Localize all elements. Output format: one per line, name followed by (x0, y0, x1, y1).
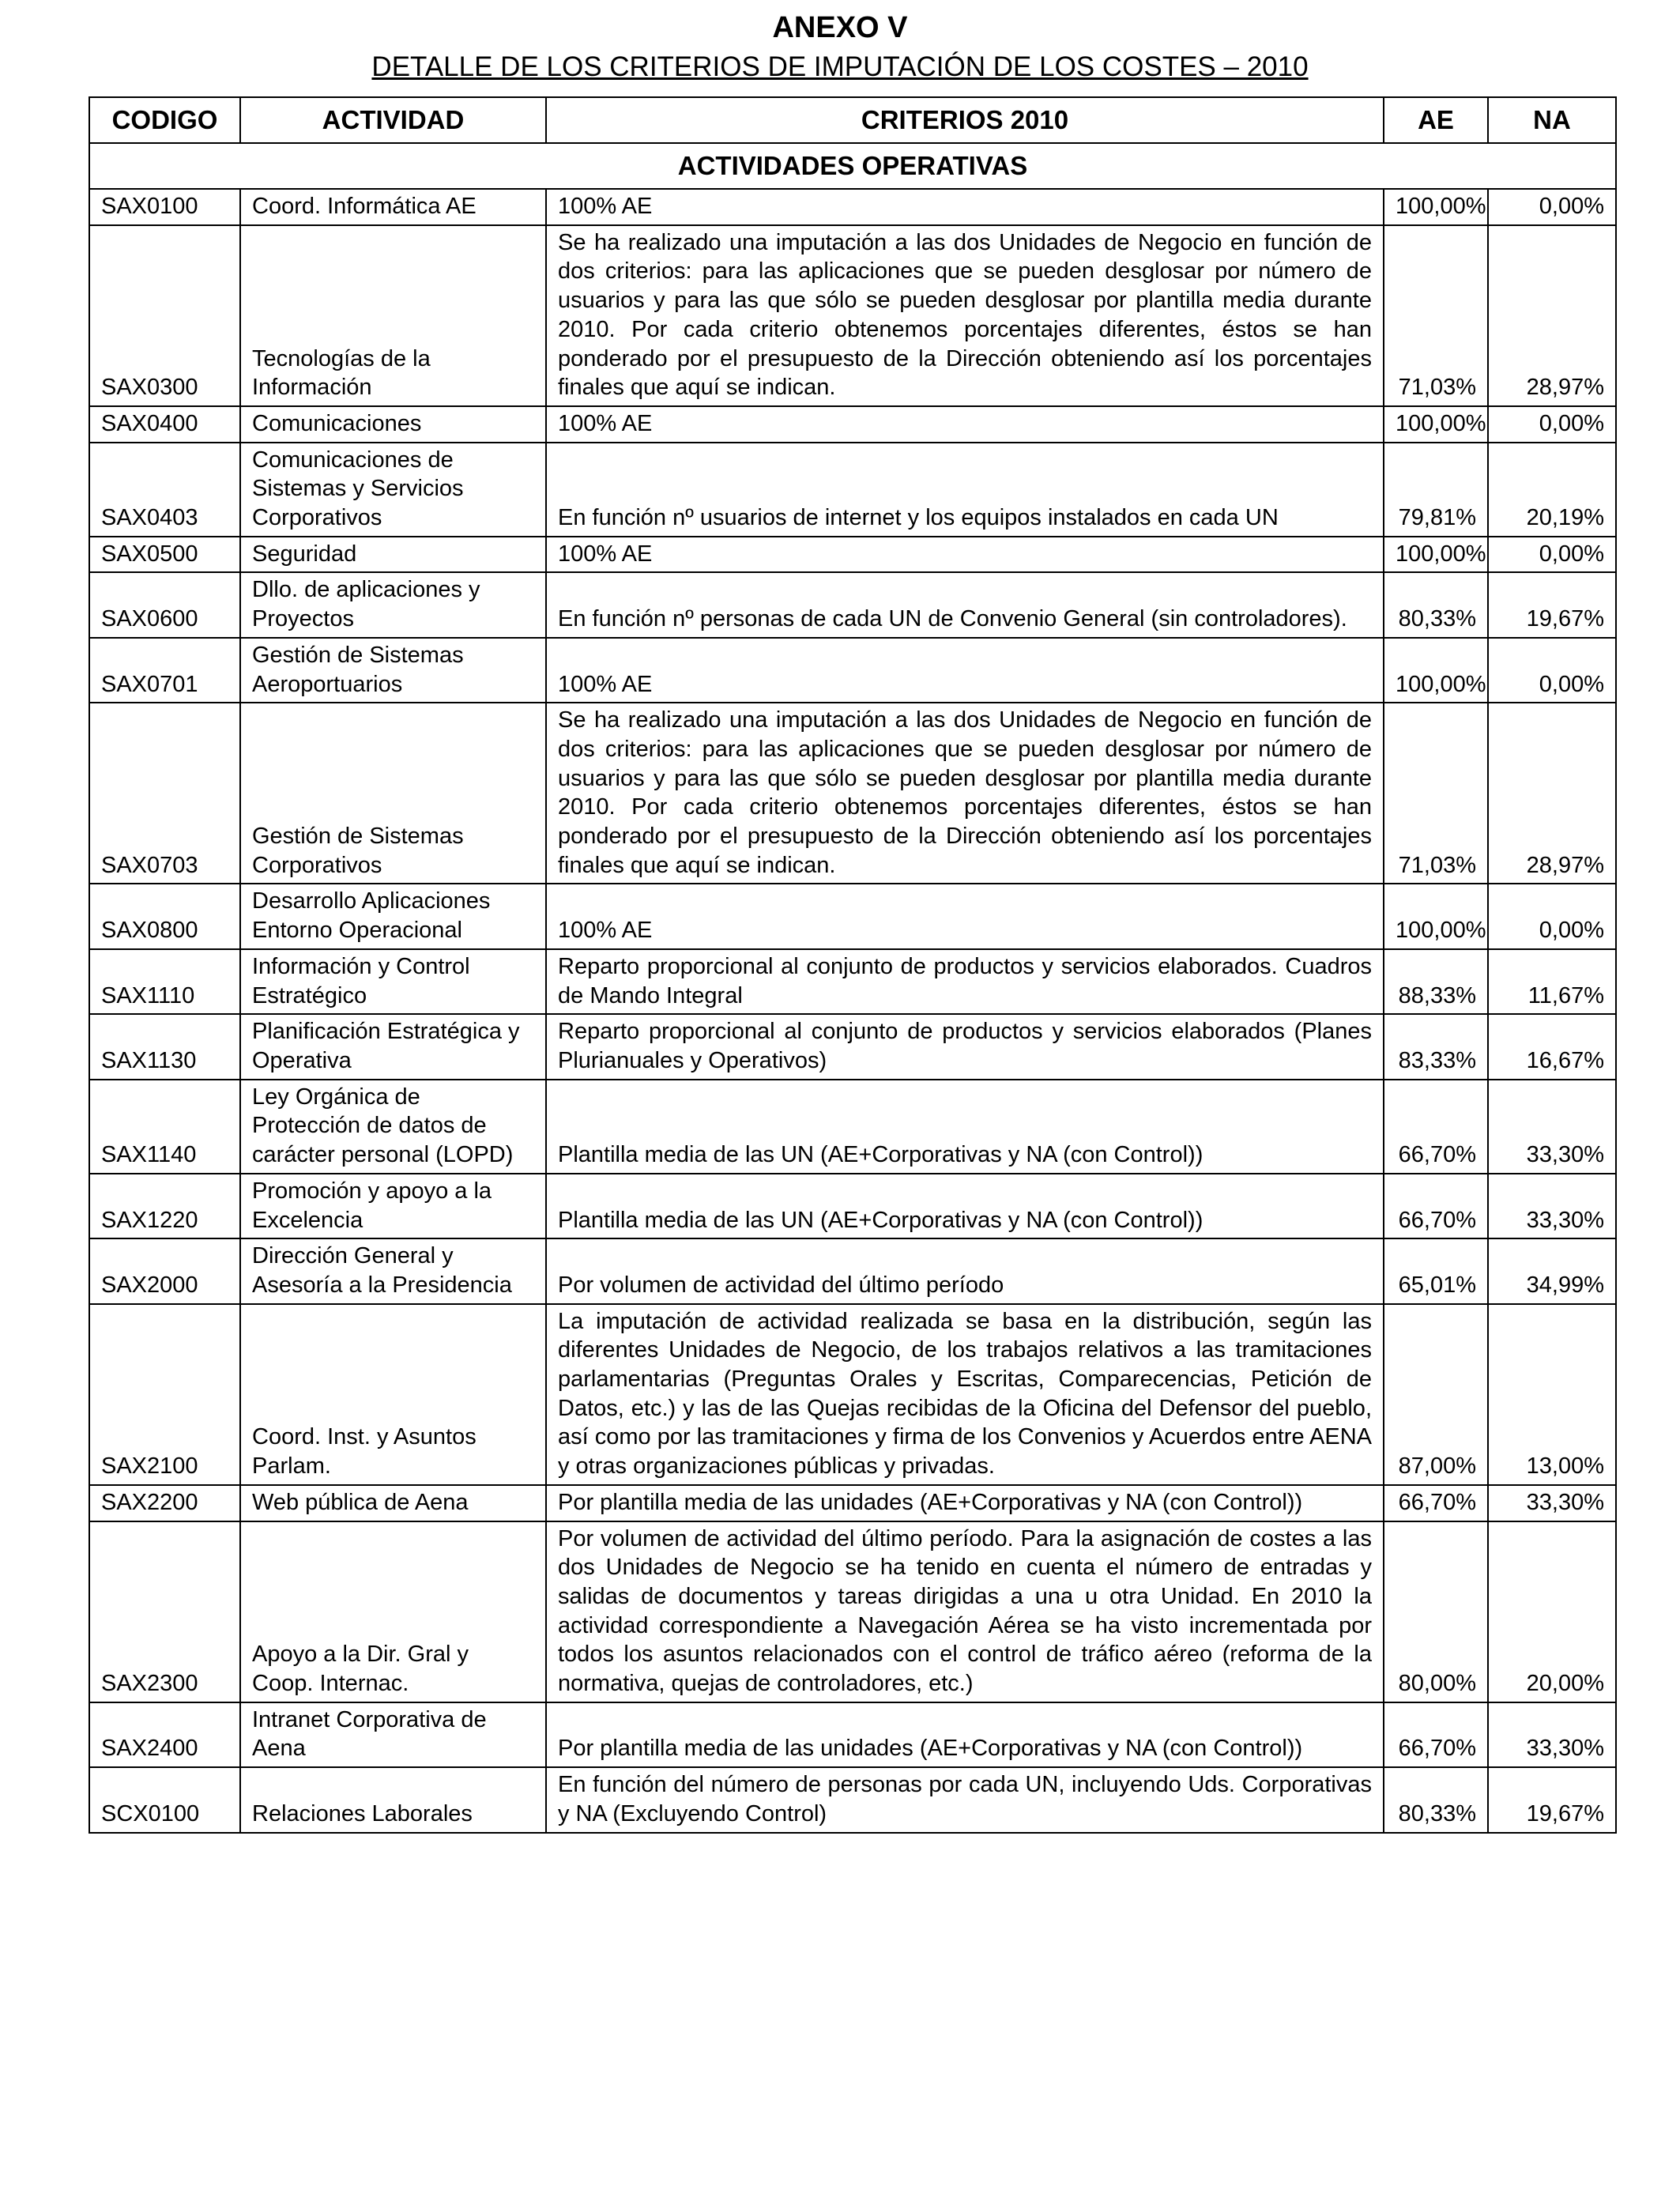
table-row (89, 1485, 1616, 1521)
cell-criteria: Por volumen de actividad del último período (546, 1238, 1384, 1303)
cell-criteria: Se ha realizado una imputación a las dos Unidades de Negocio en función de dos criterios: para las aplicaciones que se pueden desglosar por número de usuarios y para las que sólo se pueden desglosar por plantilla media durante 2010. Por cada criterio obtenemos porcentajes diferentes, éstos se han ponderado por el presupuesto de la Dirección obteniendo así los porcentajes finales que aquí se indican. (546, 225, 1384, 406)
cell-activity: Coord. Informática AE (240, 189, 546, 225)
cell-code: SAX0300 (89, 225, 240, 406)
cell-code: SAX0403 (89, 443, 240, 537)
section-row (89, 143, 1616, 189)
cell-na: 0,00% (1488, 638, 1616, 703)
cell-code: SAX2400 (89, 1702, 240, 1767)
cell-na: 20,00% (1488, 1521, 1616, 1702)
column-header-code: CODIGO (89, 97, 240, 143)
cell-code: SAX0703 (89, 703, 240, 884)
table-row (89, 949, 1616, 1014)
cell-ae: 66,70% (1384, 1702, 1488, 1767)
table-row (89, 884, 1616, 948)
cell-criteria: Plantilla media de las UN (AE+Corporativas y NA (con Control)) (546, 1080, 1384, 1174)
cell-code: SAX0400 (89, 406, 240, 443)
cell-code: SAX2300 (89, 1521, 240, 1702)
cell-activity: Gestión de Sistemas Aeroportuarios (240, 638, 546, 703)
table-row (89, 537, 1616, 573)
cell-ae: 66,70% (1384, 1174, 1488, 1238)
cell-activity: Planificación Estratégica y Operativa (240, 1014, 546, 1079)
table-row (89, 1014, 1616, 1079)
cell-na: 0,00% (1488, 884, 1616, 948)
cell-code: SAX0500 (89, 537, 240, 573)
cell-criteria: 100% AE (546, 537, 1384, 573)
cell-na: 0,00% (1488, 189, 1616, 225)
cell-na: 0,00% (1488, 406, 1616, 443)
cell-activity: Comunicaciones de Sistemas y Servicios Corporativos (240, 443, 546, 537)
page-title: ANEXO V (772, 11, 908, 44)
column-header-ae: AE (1384, 97, 1488, 143)
cell-na: 28,97% (1488, 703, 1616, 884)
cell-code: SAX2100 (89, 1304, 240, 1485)
cell-criteria: 100% AE (546, 189, 1384, 225)
table-row (89, 1238, 1616, 1303)
cell-ae: 83,33% (1384, 1014, 1488, 1079)
cell-code: SAX1220 (89, 1174, 240, 1238)
cell-ae: 66,70% (1384, 1080, 1488, 1174)
table-row (89, 572, 1616, 637)
cell-ae: 71,03% (1384, 225, 1488, 406)
cell-na: 33,30% (1488, 1485, 1616, 1521)
cell-activity: Comunicaciones (240, 406, 546, 443)
table-row (89, 1080, 1616, 1174)
cell-code: SAX1110 (89, 949, 240, 1014)
cell-activity: Ley Orgánica de Protección de datos de carácter personal (LOPD) (240, 1080, 546, 1174)
cell-activity: Coord. Inst. y Asuntos Parlam. (240, 1304, 546, 1485)
table-row (89, 1521, 1616, 1702)
cell-criteria: Reparto proporcional al conjunto de productos y servicios elaborados (Planes Plurianuales y Operativos) (546, 1014, 1384, 1079)
cell-criteria: Por plantilla media de las unidades (AE+Corporativas y NA (con Control)) (546, 1485, 1384, 1521)
cell-na: 13,00% (1488, 1304, 1616, 1485)
cell-activity: Apoyo a la Dir. Gral y Coop. Internac. (240, 1521, 546, 1702)
cell-na: 28,97% (1488, 225, 1616, 406)
cell-code: SAX0100 (89, 189, 240, 225)
cell-ae: 88,33% (1384, 949, 1488, 1014)
cell-na: 19,67% (1488, 572, 1616, 637)
page-subtitle: DETALLE DE LOS CRITERIOS DE IMPUTACIÓN DE LOS COSTES – 2010 (371, 51, 1309, 82)
table-row (89, 1304, 1616, 1485)
cell-na: 0,00% (1488, 537, 1616, 573)
cell-ae: 80,33% (1384, 572, 1488, 637)
cell-code: SAX0800 (89, 884, 240, 948)
cell-ae: 100,00% (1384, 537, 1488, 573)
cell-code: SAX2200 (89, 1485, 240, 1521)
cell-criteria: En función del número de personas por cada UN, incluyendo Uds. Corporativas y NA (Excluyendo Control) (546, 1767, 1384, 1832)
cell-code: SAX0701 (89, 638, 240, 703)
cell-activity: Promoción y apoyo a la Excelencia (240, 1174, 546, 1238)
cell-criteria: 100% AE (546, 884, 1384, 948)
cell-criteria: 100% AE (546, 406, 1384, 443)
cell-ae: 80,33% (1384, 1767, 1488, 1832)
cell-ae: 71,03% (1384, 703, 1488, 884)
cell-activity: Seguridad (240, 537, 546, 573)
table-row (89, 225, 1616, 406)
cell-criteria: La imputación de actividad realizada se basa en la distribución, según las diferentes Unidades de Negocio, de los trabajos relativos a las tramitaciones parlamentarias (Preguntas Orales y Escritas, Comparecencias, Petición de Datos, etc.) y las de las Quejas recibidas de la Oficina del Defensor del pueblo, así como por las tramitaciones y firma de los Convenios y Acuerdos entre AENA y otras organizaciones públicas y privadas. (546, 1304, 1384, 1485)
cell-criteria: Se ha realizado una imputación a las dos Unidades de Negocio en función de dos criterios: para las aplicaciones que se pueden desglosar por número de usuarios y para las que sólo se pueden desglosar por plantilla media durante 2010. Por cada criterio obtenemos porcentajes diferentes, éstos se han ponderado por el presupuesto de la Dirección obteniendo así los porcentajes finales que aquí se indican. (546, 703, 1384, 884)
table-row (89, 1174, 1616, 1238)
cell-activity: Tecnologías de la Información (240, 225, 546, 406)
section-title: ACTIVIDADES OPERATIVAS (89, 143, 1616, 189)
table-row (89, 443, 1616, 537)
column-header-na: NA (1488, 97, 1616, 143)
cell-criteria: En función nº personas de cada UN de Convenio General (sin controladores). (546, 572, 1384, 637)
table-header-row (89, 97, 1616, 143)
cell-na: 33,30% (1488, 1702, 1616, 1767)
cell-na: 33,30% (1488, 1174, 1616, 1238)
cell-activity: Dllo. de aplicaciones y Proyectos (240, 572, 546, 637)
cell-code: SAX1130 (89, 1014, 240, 1079)
cell-activity: Información y Control Estratégico (240, 949, 546, 1014)
cell-na: 16,67% (1488, 1014, 1616, 1079)
cell-activity: Gestión de Sistemas Corporativos (240, 703, 546, 884)
table-row (89, 638, 1616, 703)
column-header-criteria: CRITERIOS 2010 (546, 97, 1384, 143)
cell-ae: 80,00% (1384, 1521, 1488, 1702)
cell-ae: 100,00% (1384, 406, 1488, 443)
cell-activity: Dirección General y Asesoría a la Presidencia (240, 1238, 546, 1303)
criteria-table (89, 96, 1617, 1834)
cell-criteria: Reparto proporcional al conjunto de productos y servicios elaborados. Cuadros de Mando Integral (546, 949, 1384, 1014)
cell-criteria: Por plantilla media de las unidades (AE+Corporativas y NA (con Control)) (546, 1702, 1384, 1767)
cell-code: SAX0600 (89, 572, 240, 637)
cell-criteria: Por volumen de actividad del último período. Para la asignación de costes a las dos Unidades de Negocio se ha tenido en cuenta el número de entradas y salidas de documentos y tareas dirigidas a una u otra Unidad. En 2010 la actividad correspondiente a Navegación Aérea se ha visto incrementada por todos los asuntos relacionados con el control de tráfico aéreo (reforma de la normativa, quejas de controladores, etc.) (546, 1521, 1384, 1702)
table-row (89, 703, 1616, 884)
cell-activity: Relaciones Laborales (240, 1767, 546, 1832)
cell-na: 33,30% (1488, 1080, 1616, 1174)
cell-ae: 79,81% (1384, 443, 1488, 537)
cell-na: 20,19% (1488, 443, 1616, 537)
cell-code: SAX2000 (89, 1238, 240, 1303)
cell-code: SCX0100 (89, 1767, 240, 1832)
cell-criteria: Plantilla media de las UN (AE+Corporativas y NA (con Control)) (546, 1174, 1384, 1238)
cell-ae: 100,00% (1384, 189, 1488, 225)
cell-ae: 100,00% (1384, 638, 1488, 703)
cell-criteria: 100% AE (546, 638, 1384, 703)
cell-na: 11,67% (1488, 949, 1616, 1014)
cell-ae: 100,00% (1384, 884, 1488, 948)
cell-activity: Intranet Corporativa de Aena (240, 1702, 546, 1767)
cell-ae: 66,70% (1384, 1485, 1488, 1521)
cell-ae: 65,01% (1384, 1238, 1488, 1303)
cell-code: SAX1140 (89, 1080, 240, 1174)
cell-criteria: En función nº usuarios de internet y los equipos instalados en cada UN (546, 443, 1384, 537)
cell-ae: 87,00% (1384, 1304, 1488, 1485)
cell-na: 34,99% (1488, 1238, 1616, 1303)
table-row (89, 406, 1616, 443)
table-row (89, 1767, 1616, 1832)
table-row (89, 189, 1616, 225)
column-header-activity: ACTIVIDAD (240, 97, 546, 143)
cell-activity: Web pública de Aena (240, 1485, 546, 1521)
cell-activity: Desarrollo Aplicaciones Entorno Operacional (240, 884, 546, 948)
cell-na: 19,67% (1488, 1767, 1616, 1832)
table-row (89, 1702, 1616, 1767)
